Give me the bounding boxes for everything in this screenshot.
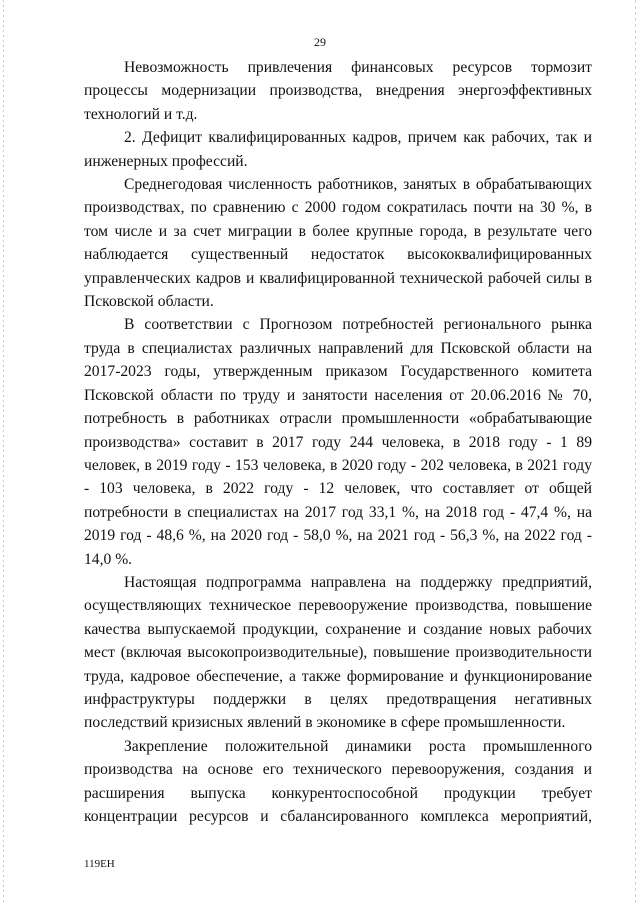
paragraph-5: Настоящая подпрограмма направлена на поддержку предприятий, осуществляющих техническое перевооружение производства, повышение качества выпускаемой продукции, сохранение и создание новых рабочих мест (включая высокопроизводительные), повышение производительности труда, кадровое обеспечение, а также формирование и функционирование инфраструктуры поддержки в целях предотвращения негативных последствий кризисных явлений в экономике в сфере промышленности. [84,573,592,732]
paragraph-1: Невозможность привлечения финансовых ресурсов тормозит процессы модернизации производства, внедрения энергоэффективных технологий и т.д. [84,59,592,123]
paragraph-6: Закрепление положительной динамики роста промышленного производства на основе его технического перевооружения, создания и расширения выпуска конкурентоспособной продукции требует концентрации ресурсов и сбалансированного комплекса мероприятий, [84,737,592,825]
document-code: 119ЕН [84,858,115,870]
page-number: 29 [314,35,326,49]
paragraph-3: Среднегодовая численность работников, занятых в обрабатывающих производствах, по сравнению с 2000 годом сократилась почти на 30 %, в том числе и за счет миграции в более крупные города, в результате чего наблюдается существенный недостаток высококвалифицированных управленческих кадров и квалифицированной технической рабочей силы в Псковской области. [84,176,592,311]
scan-edge-right [635,0,636,905]
paragraph-4: В соответствии с Прогнозом потребностей регионального рынка труда в специалистах различных направлений для Псковской области на 2017-2023 годы, утвержденным приказом Государственного комитета Псковской области по труду и занятости населения от 20.06.2016 № 70, потребность в работниках отрасли промышленности «обрабатывающие производства» составит в 2017 году 244 человека, в 2018 году - 1 89 человек, в 2019 году - 153 человека, в 2020 году - 202 человека, в 2021 году - 103 человека, в 2022 году - 12 человек, что составляет от общей потребности в специалистах на 2017 год 33,1 %, на 2018 год - 47,4 %, на 2019 год - 48,6 %, на 2020 год - 58,0 %, на 2021 год - 56,3 %, на 2022 год - 14,0 %. [84,316,592,568]
paragraph-2: 2. Дефицит квалифицированных кадров, причем как рабочих, так и инженерных профессий. [84,129,592,170]
document-body [84,56,592,828]
scan-edge-left [3,0,4,905]
